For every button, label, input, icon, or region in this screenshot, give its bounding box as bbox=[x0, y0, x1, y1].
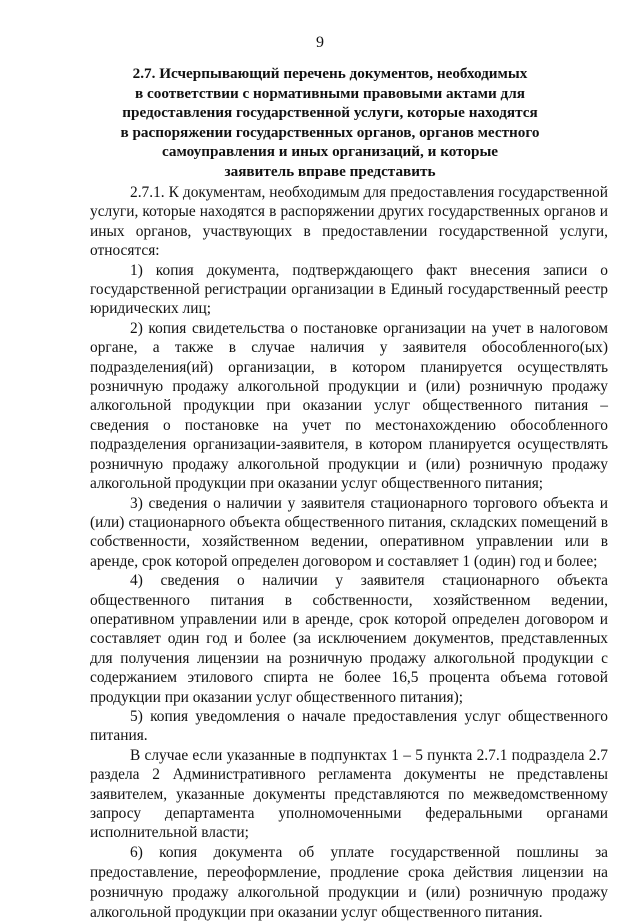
heading-line: предоставления государственной услуги, которые находятся bbox=[122, 104, 538, 121]
heading-line: в распоряжении государственных органов, органов местного bbox=[120, 123, 540, 141]
heading-line: 2.7. Исчерпывающий перечень документов, необходимых bbox=[132, 65, 528, 82]
intro-paragraph: 2.7.1. К документам, необходимым для предоставления государственной услуги, которые находятся в распоряжении других государственных органов и иных органов, участвующих в предоставлении государственной услуги, относятся: bbox=[90, 184, 608, 260]
section-heading bbox=[100, 64, 560, 181]
list-item: 6) копия документа об уплате государственной пошлины за предоставление, переоформление, продление срока действия лицензии на розничную продажу алкогольной продукции и (или) розничную продажу алкогольной продукции при оказании услуг общественного питания. bbox=[90, 843, 608, 921]
list-item: 4) сведения о наличии у заявителя стационарного объекта общественного питания в собственности, хозяйственном ведении, оперативном управлении или в аренде, срок которой определен договором и составляет один год и более (за исключением документов, представленных для получения лицензии на розничную продажу алкогольной продукции с содержанием этилового спирта не более 16,5 процента объема готовой продукции при оказании услуг общественного питания); bbox=[90, 572, 608, 706]
list-item: 3) сведения о наличии у заявителя стационарного торгового объекта и (или) стационарного объекта общественного питания, складских помещений в собственности, хозяйственном ведении, оперативном управлении или в аренде, срок которой определен договором и составляет 1 (один) год и более; bbox=[90, 494, 608, 570]
heading-line: самоуправления и иных организаций, и которые bbox=[161, 143, 499, 160]
list-item: 5) копия уведомления о начале предоставления услуг общественного питания. bbox=[90, 707, 608, 745]
heading-line: заявитель вправе представить bbox=[224, 162, 436, 180]
list-item: 1) копия документа, подтверждающего факт внесения записи о государственной регистрации организации в Единый государственный реестр юридических лиц; bbox=[90, 261, 608, 318]
document-body bbox=[90, 183, 608, 923]
page-number: 9 bbox=[316, 34, 324, 51]
list-item: 2) копия свидетельства о постановке организации на учет в налоговом органе, а также в случае наличия у заявителя обособленного(ых) подразделения(ий) организации, в котором планируется осуществлять розничную продажу алкогольной продукции и (или) розничную продажу алкогольной продукции при оказании услуг общественного питания – сведения о постановке на учет по местонахождению обособленного подразделения организации-заявителя, в котором планируется осуществлять розничную продажу алкогольной продукции и (или) розничную продажу алкогольной продукции при оказании услуг общественного питания; bbox=[90, 319, 608, 493]
heading-line: в соответствии с нормативными правовыми актами для bbox=[135, 84, 525, 102]
exception-paragraph: В случае если указанные в подпунктах 1 – 5 пункта 2.7.1 подраздела 2.7 раздела 2 Административного регламента документы не представлены заявителем, указанные документы представляются по межведомственному запросу департамента уполномоченными федеральными органами исполнительной власти; bbox=[90, 746, 608, 842]
